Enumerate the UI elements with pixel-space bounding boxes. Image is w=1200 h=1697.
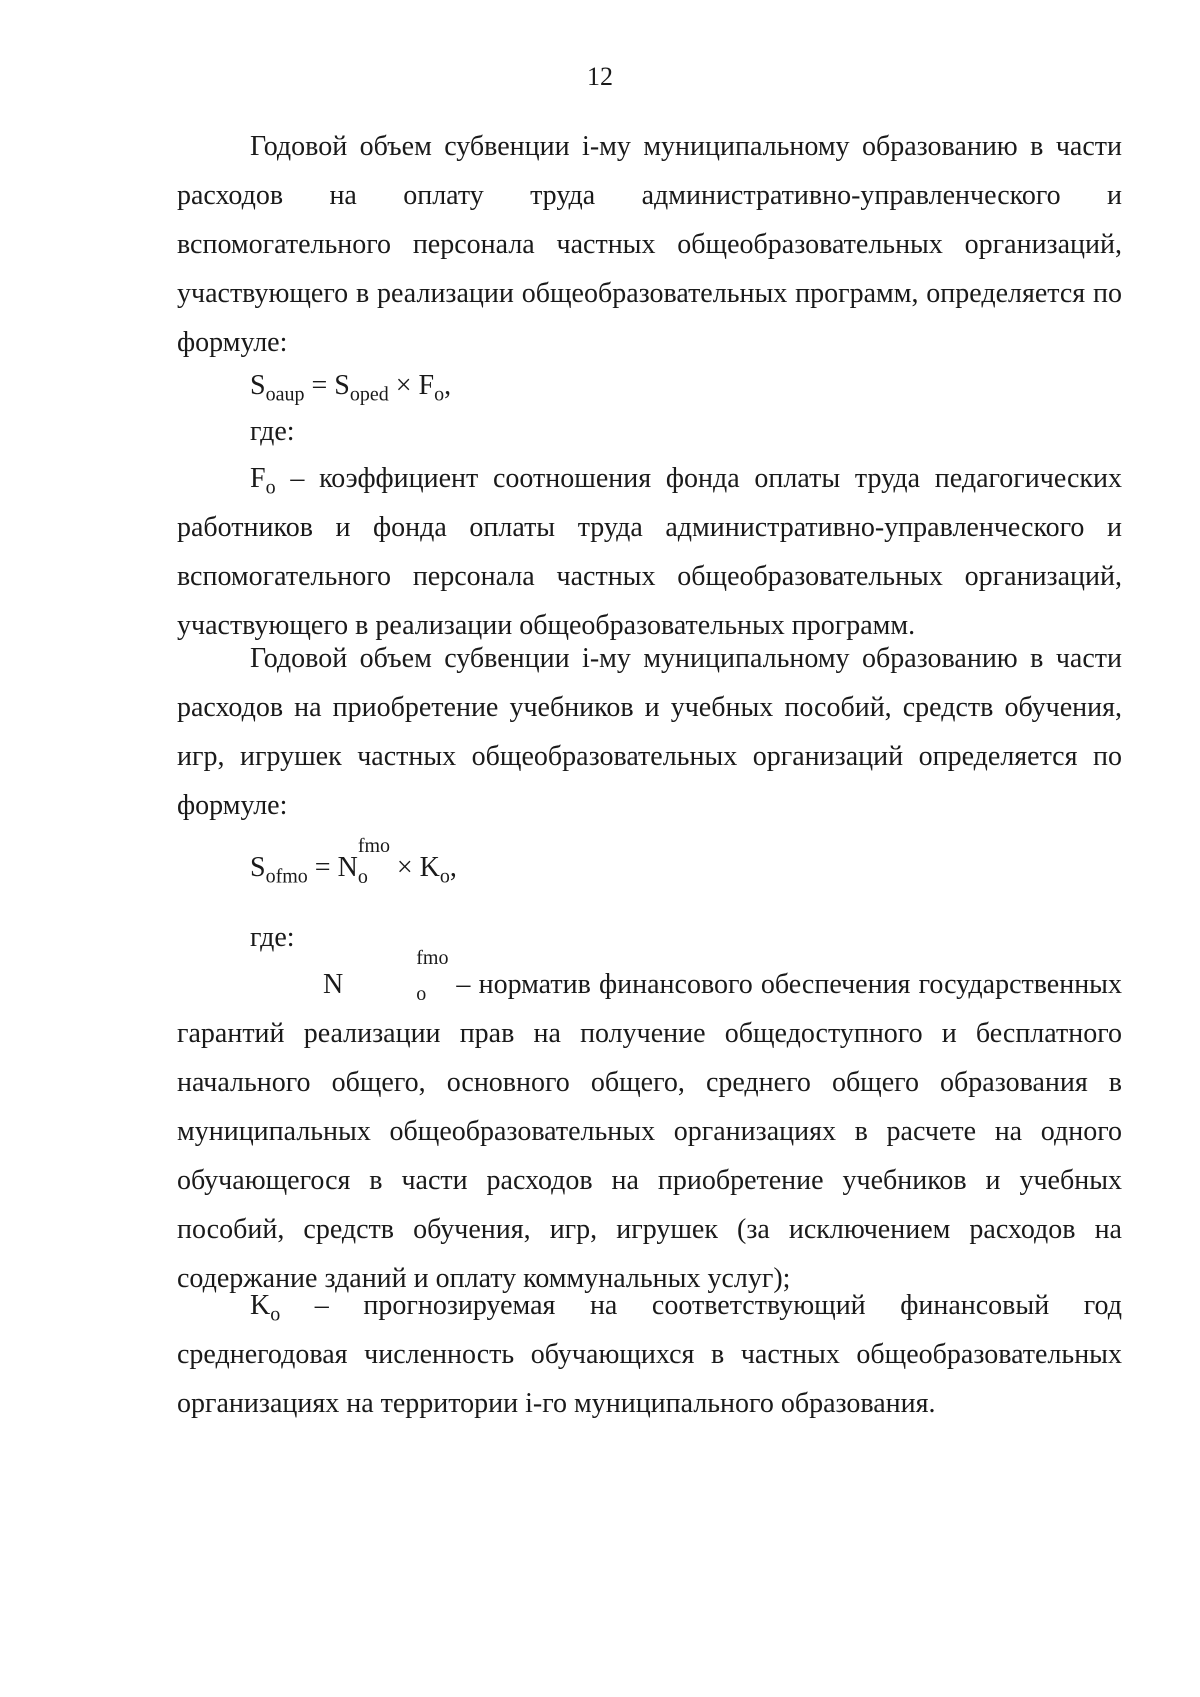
formula-term-n-fmo: N fmo $_o$ [337, 835, 391, 888]
paragraph-text: Годовой объем субвенции i-му муниципальному образованию в части расходов на оплату труда административно-управленческого и вспомогательного персонала частных общеобразовательных организаций, участвующего в реализации общеобразовательных программ, определяется по формуле: [177, 131, 1122, 358]
definition-text: – норматив финансового обеспечения государственных гарантий реализации прав на получение общедоступного и бесплатного начального общего, основного общего, среднего общего образования в муниципальных общеобразовательных организациях в расчете на одного обучающегося в части расходов на приобретение учебников и учебных пособий, средств обучения, игр, игрушек (за исключением расходов на содержание зданий и оплату коммунальных услуг); [177, 969, 1122, 1294]
definition-text: – коэффициент соотношения фонда оплаты труда педагогических работников и фонда оплаты труда административно-управленческого и вспомогательного персонала частных общеобразовательных организаций, участвующего в реализации общеобразовательных программ. [177, 463, 1122, 641]
where-label-1: где: [250, 416, 295, 447]
formula-times: × [396, 852, 413, 883]
formula-term-f-o: $F_o$ [418, 370, 445, 406]
formula-term-s-oped: $S_{oped}$ [334, 370, 389, 406]
paragraph-aup-subvention [177, 122, 1122, 367]
formula-s-ofmo: $S_{ofmo} = N$ fmo $_o \times K_o$, [250, 835, 457, 888]
definition-k-o [177, 1281, 1122, 1428]
paragraph-fmo-subvention [177, 634, 1122, 830]
paragraph-text: Годовой объем субвенции i-му муниципальному образованию в части расходов на приобретение учебников и учебных пособий, средств обучения, игр, игрушек частных общеобразовательных организаций определяется по формуле: [177, 643, 1122, 821]
symbol-f-o: $F_o$ [250, 463, 276, 499]
where-label-2: где: [250, 922, 295, 953]
symbol-k-o: $K_o$ [250, 1290, 281, 1326]
formula-s-oaup: $S_{oaup} = S_{oped} \times F_o$, [250, 370, 452, 406]
page-number: 12 [587, 62, 613, 91]
definition-text: – прогнозируемая на соответствующий финансовый год среднегодовая численность обучающихся в частных общеобразовательных организациях на территории i-го муниципального образования. [177, 1290, 1122, 1419]
symbol-n-fmo: N fmo $_o$ [323, 947, 449, 1005]
definition-f-o [177, 454, 1122, 650]
formula-equals: = [314, 852, 331, 883]
formula-term-k-o: $K_o$ [419, 852, 450, 888]
formula-times: × [395, 370, 412, 401]
formula-equals: = [311, 370, 328, 401]
formula-lhs: $S_{oaup}$ [250, 370, 305, 406]
definition-n-fmo [177, 947, 1122, 1303]
formula-lhs: $S_{ofmo}$ [250, 852, 308, 888]
